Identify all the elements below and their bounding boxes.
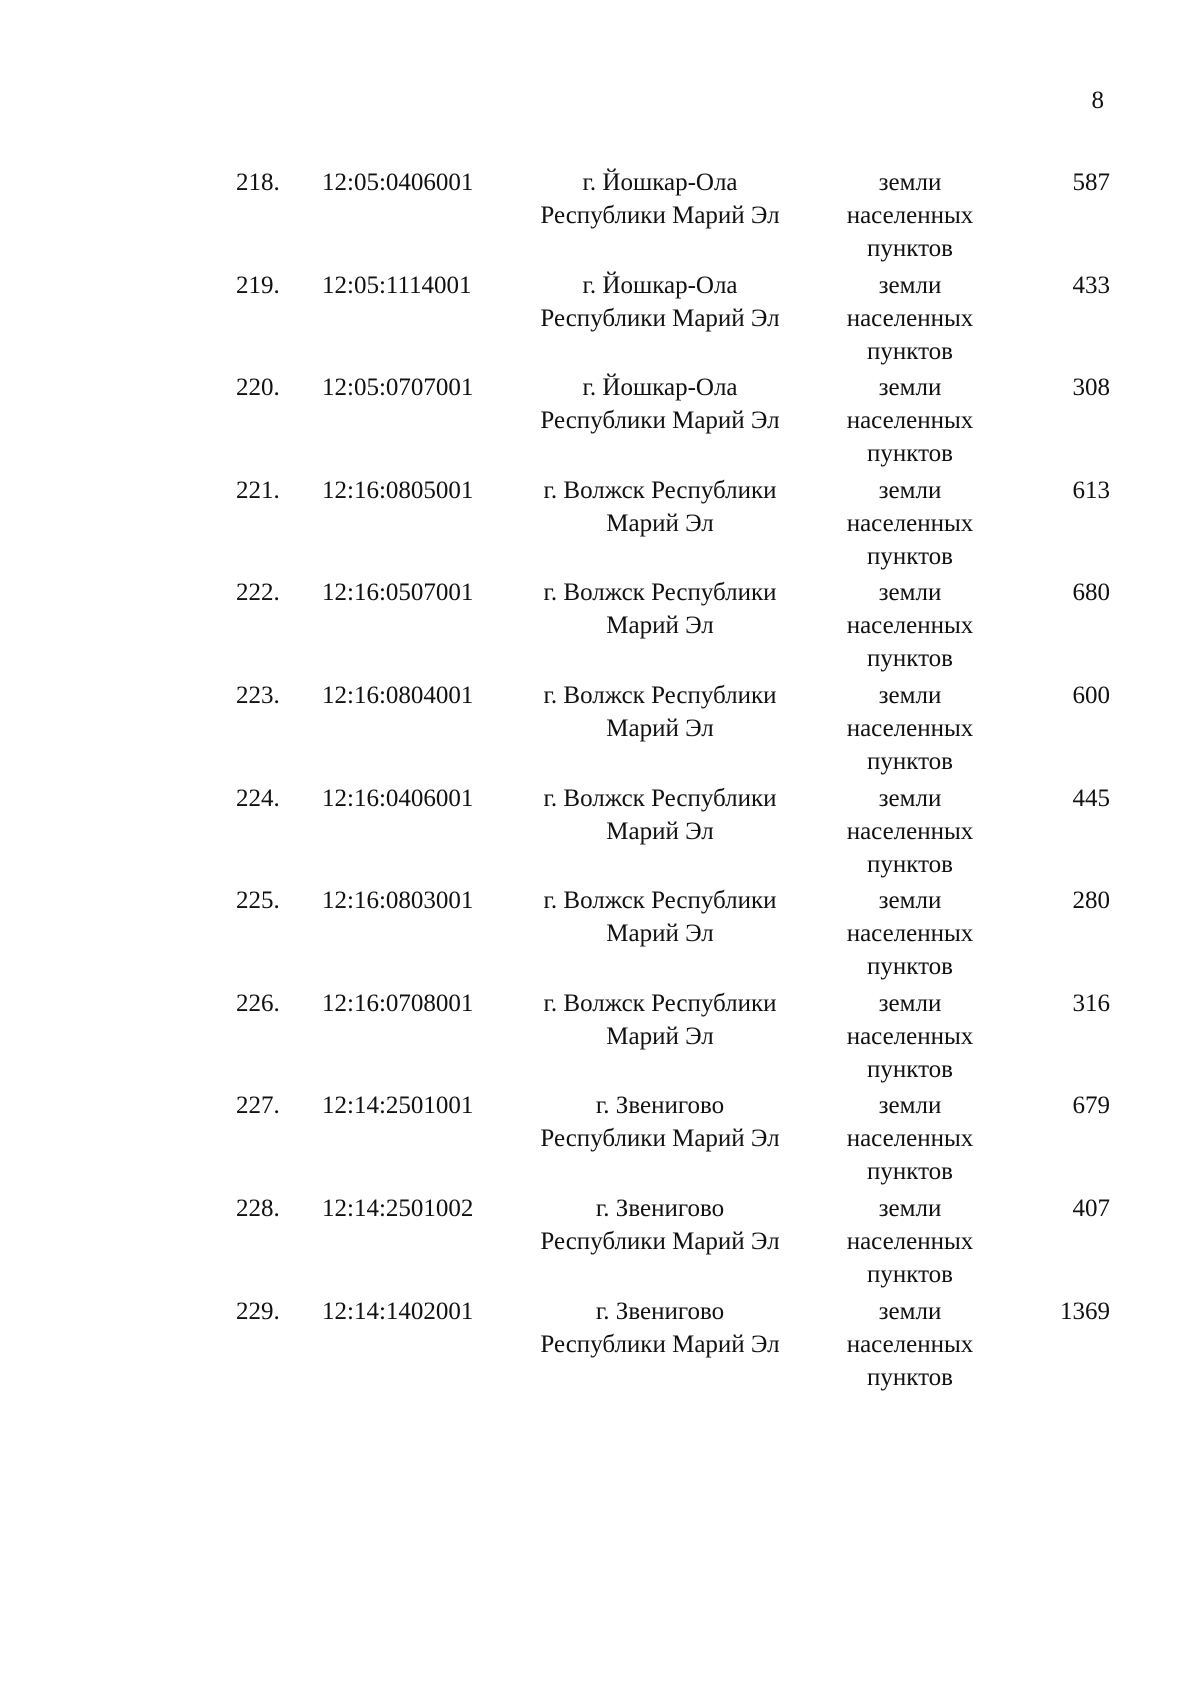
row-number: 219. [236, 271, 280, 299]
page-number: 8 [1091, 87, 1104, 114]
land-category-line: населенных [846, 1227, 974, 1255]
location-line: Марий Эл [606, 509, 714, 537]
land-category-line: пунктов [867, 645, 953, 673]
land-category [825, 576, 995, 675]
land-category [825, 1192, 995, 1291]
location [515, 1192, 805, 1258]
land-category [825, 474, 995, 573]
location [515, 884, 805, 950]
cadastral-quarter: 12:05:1114001 [322, 271, 472, 299]
land-category-line: населенных [846, 202, 974, 229]
land-category-line: земли [878, 374, 942, 402]
land-category-line: населенных [846, 1022, 974, 1050]
location-line: г. Волжск Республики [543, 887, 777, 915]
location-line: г. Йошкар-Ола [582, 374, 738, 402]
location [515, 166, 805, 232]
location [515, 474, 805, 540]
land-category-line: населенных [846, 920, 974, 948]
registry-row [0, 269, 1200, 372]
land-category [825, 782, 995, 881]
row-number: 228. [236, 1194, 280, 1222]
land-category-line: земли [878, 887, 942, 915]
land-category-line: земли [878, 989, 942, 1017]
row-number: 224. [236, 784, 280, 812]
location-line: г. Йошкар-Ола [582, 271, 738, 299]
land-category [825, 269, 995, 368]
row-number: 218. [236, 169, 280, 196]
registry-row [0, 576, 1200, 679]
area-value: 445 [1072, 784, 1110, 812]
land-category-line: пунктов [867, 235, 953, 262]
area-value: 1369 [1060, 1297, 1110, 1325]
location-line: Республики Марий Эл [540, 407, 780, 435]
land-category-line: земли [878, 579, 942, 607]
row-number: 225. [236, 887, 280, 915]
land-category-line: населенных [846, 817, 974, 845]
row-number: 221. [236, 476, 280, 504]
land-category [825, 987, 995, 1086]
land-category-line: населенных [846, 612, 974, 640]
land-category-line: пунктов [867, 953, 953, 981]
land-category-line: пунктов [867, 850, 953, 878]
cadastral-quarter: 12:16:0803001 [322, 887, 474, 915]
land-category-line: пунктов [867, 1260, 953, 1288]
registry-row [0, 166, 1200, 269]
land-category-line: пунктов [867, 1363, 953, 1391]
registry-row [0, 1089, 1200, 1192]
location-line: Республики Марий Эл [540, 304, 780, 332]
area-value: 316 [1072, 989, 1110, 1017]
land-category-line: населенных [846, 714, 974, 742]
location-line: г. Волжск Республики [543, 681, 777, 709]
area-value: 680 [1072, 579, 1110, 607]
location [515, 782, 805, 848]
location [515, 371, 805, 437]
registry-row [0, 782, 1200, 885]
land-category-line: пунктов [867, 747, 953, 775]
land-category [825, 679, 995, 778]
location [515, 679, 805, 745]
row-number: 220. [236, 374, 280, 402]
row-number: 226. [236, 989, 280, 1017]
location-line: Республики Марий Эл [540, 1330, 780, 1358]
area-value: 587 [1072, 169, 1110, 196]
registry-row [0, 1192, 1200, 1295]
registry-row [0, 987, 1200, 1090]
location-line: Марий Эл [606, 817, 714, 845]
cadastral-quarter: 12:16:0804001 [322, 681, 474, 709]
land-category-line: земли [878, 1194, 942, 1222]
location-line: Марий Эл [606, 612, 714, 640]
location-line: г. Волжск Республики [543, 476, 777, 504]
registry-row [0, 679, 1200, 782]
land-category-line: земли [878, 1092, 942, 1120]
cadastral-quarter: 12:16:0406001 [322, 784, 474, 812]
registry-row [0, 474, 1200, 577]
location-line: г. Звенигово [595, 1092, 725, 1120]
area-value: 308 [1072, 374, 1110, 402]
land-category-line: земли [878, 784, 942, 812]
land-category [825, 1295, 995, 1394]
land-category-line: пунктов [867, 1055, 953, 1083]
land-category [825, 884, 995, 983]
location-line: г. Волжск Республики [543, 989, 777, 1017]
land-plot-registry [0, 166, 1200, 1397]
row-number: 227. [236, 1092, 280, 1120]
area-value: 280 [1072, 887, 1110, 915]
location-line: Марий Эл [606, 920, 714, 948]
land-category-line: земли [878, 271, 942, 299]
land-category [825, 166, 995, 265]
land-category-line: пунктов [867, 440, 953, 468]
land-category-line: пунктов [867, 542, 953, 570]
location-line: г. Звенигово [595, 1194, 725, 1222]
land-category-line: земли [878, 169, 942, 196]
row-number: 222. [236, 579, 280, 607]
location-line: г. Волжск Республики [543, 784, 777, 812]
location [515, 1295, 805, 1361]
registry-row [0, 1295, 1200, 1398]
cadastral-quarter: 12:05:0707001 [322, 374, 474, 402]
location-line: г. Йошкар-Ола [582, 169, 738, 196]
area-value: 433 [1072, 271, 1110, 299]
location-line: Республики Марий Эл [540, 202, 780, 229]
area-value: 407 [1072, 1194, 1110, 1222]
land-category-line: населенных [846, 1125, 974, 1153]
cadastral-quarter: 12:14:2501002 [322, 1194, 474, 1222]
location-line: г. Волжск Республики [543, 579, 777, 607]
row-number: 229. [236, 1297, 280, 1325]
land-category-line: населенных [846, 509, 974, 537]
land-category-line: населенных [846, 304, 974, 332]
cadastral-quarter: 12:16:0507001 [322, 579, 474, 607]
area-value: 600 [1072, 681, 1110, 709]
land-category-line: земли [878, 681, 942, 709]
location [515, 269, 805, 335]
cadastral-quarter: 12:05:0406001 [322, 169, 474, 196]
location-line: Республики Марий Эл [540, 1125, 780, 1153]
cadastral-quarter: 12:16:0805001 [322, 476, 474, 504]
location-line: г. Звенигово [595, 1297, 725, 1325]
cadastral-quarter: 12:14:2501001 [322, 1092, 474, 1120]
location-line: Марий Эл [606, 1022, 714, 1050]
land-category-line: населенных [846, 407, 974, 435]
area-value: 679 [1072, 1092, 1110, 1120]
row-number: 223. [236, 681, 280, 709]
land-category [825, 1089, 995, 1188]
location-line: Марий Эл [606, 714, 714, 742]
land-category-line: пунктов [867, 1158, 953, 1186]
area-value: 613 [1072, 476, 1110, 504]
land-category-line: населенных [846, 1330, 974, 1358]
location-line: Республики Марий Эл [540, 1227, 780, 1255]
land-category-line: земли [878, 1297, 942, 1325]
cadastral-quarter: 12:16:0708001 [322, 989, 474, 1017]
cadastral-quarter: 12:14:1402001 [322, 1297, 474, 1325]
land-category [825, 371, 995, 470]
land-category-line: земли [878, 476, 942, 504]
location [515, 576, 805, 642]
land-category-line: пунктов [867, 337, 953, 365]
registry-row [0, 371, 1200, 474]
location [515, 1089, 805, 1155]
location [515, 987, 805, 1053]
registry-row [0, 884, 1200, 987]
